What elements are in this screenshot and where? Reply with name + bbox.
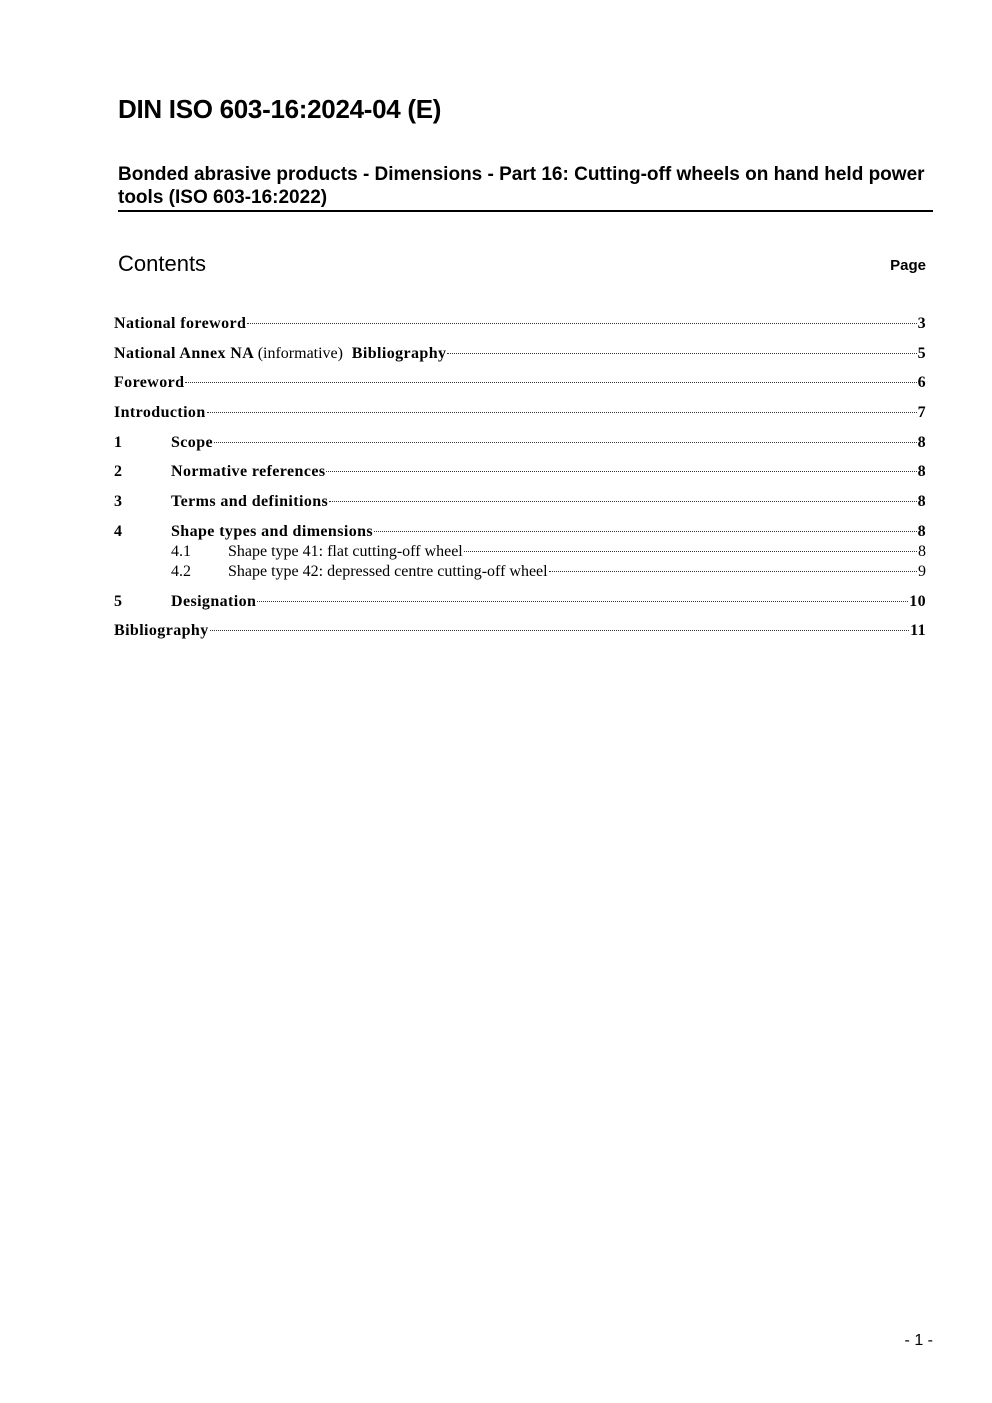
toc-entry-title: Normative references — [171, 463, 326, 481]
toc-entry-title: Foreword — [114, 374, 185, 392]
toc-entry-number: 1 — [114, 433, 123, 451]
document-subtitle: Bonded abrasive products - Dimensions - Part 16: Cutting-off wheels on hand held power tools (ISO 603-16:2022) — [118, 163, 933, 212]
toc-entry-title: Shape type 41: flat cutting-off wheel — [228, 542, 463, 560]
toc-entry-title — [114, 344, 446, 364]
toc-dot-leader — [210, 630, 909, 631]
toc-entry-title: Shape types and dimensions — [171, 522, 374, 540]
toc-entry-number: 2 — [114, 463, 123, 481]
toc-entry-page: 9 — [918, 562, 926, 580]
toc-entry-number: 4 — [114, 522, 123, 540]
toc-entry-designation[interactable] — [114, 592, 926, 612]
toc-entry-page: 7 — [917, 404, 926, 422]
toc-entry-page: 8 — [918, 542, 926, 560]
toc-entry-page: 8 — [917, 463, 926, 481]
table-of-contents — [114, 314, 926, 641]
toc-entry-terms-and-definitions[interactable] — [114, 492, 926, 512]
toc-entry-title: Designation — [171, 592, 257, 610]
toc-entry-number: 4.2 — [171, 562, 191, 580]
toc-entry-number: 4.1 — [171, 542, 191, 560]
toc-entry-title: Scope — [171, 433, 213, 451]
toc-entry-title: Bibliography — [114, 622, 209, 640]
page-number-footer: - 1 - — [904, 1332, 933, 1349]
toc-dot-leader — [185, 382, 916, 383]
toc-dot-leader — [214, 442, 917, 443]
toc-entry-shape-type-41[interactable] — [114, 542, 926, 562]
toc-entry-normative-references[interactable] — [114, 462, 926, 482]
toc-entry-page: 11 — [910, 622, 926, 640]
toc-entry-title: National foreword — [114, 315, 247, 332]
toc-entry-scope[interactable] — [114, 433, 926, 453]
toc-dot-leader — [257, 601, 908, 602]
toc-entry-number: 5 — [114, 592, 123, 610]
toc-entry-page: 10 — [909, 592, 926, 610]
toc-entry-title: Terms and definitions — [171, 493, 329, 511]
toc-entry-bibliography[interactable] — [114, 621, 926, 641]
toc-dot-leader — [207, 412, 917, 413]
toc-entry-page: 5 — [917, 344, 926, 362]
toc-entry-page: 8 — [917, 522, 926, 540]
contents-heading: Contents — [118, 251, 207, 276]
toc-entry-title-qualifier: (informative) — [257, 344, 343, 362]
toc-entry-shape-types-and-dimensions[interactable] — [114, 522, 926, 542]
toc-entry-shape-type-42[interactable] — [114, 562, 926, 582]
toc-dot-leader — [549, 571, 917, 572]
toc-entry-title-part: National Annex NA — [114, 344, 254, 362]
toc-entry-introduction[interactable] — [114, 403, 926, 423]
page-column-label: Page — [890, 257, 926, 274]
toc-entry-page: 8 — [917, 433, 926, 451]
toc-dot-leader — [247, 323, 916, 324]
toc-entry-title: Shape type 42: depressed centre cutting-off wheel — [228, 562, 548, 580]
toc-entry-title-part: Bibliography — [351, 344, 447, 362]
toc-dot-leader — [374, 531, 917, 532]
toc-entry-foreword[interactable] — [114, 373, 926, 393]
toc-entry-page: 3 — [917, 315, 926, 332]
document-id-title: DIN ISO 603-16:2024-04 (E) — [118, 94, 442, 124]
toc-dot-leader — [329, 501, 916, 502]
toc-entry-page: 8 — [917, 493, 926, 511]
toc-entry-page: 6 — [917, 374, 926, 392]
toc-entry-national-annex-na[interactable] — [114, 344, 926, 364]
toc-entry-number: 3 — [114, 493, 123, 511]
toc-entry-title: Introduction — [114, 404, 206, 422]
toc-dot-leader — [326, 471, 916, 472]
toc-dot-leader — [447, 353, 916, 354]
toc-dot-leader — [464, 551, 917, 552]
toc-entry-national-foreword[interactable] — [114, 314, 926, 334]
